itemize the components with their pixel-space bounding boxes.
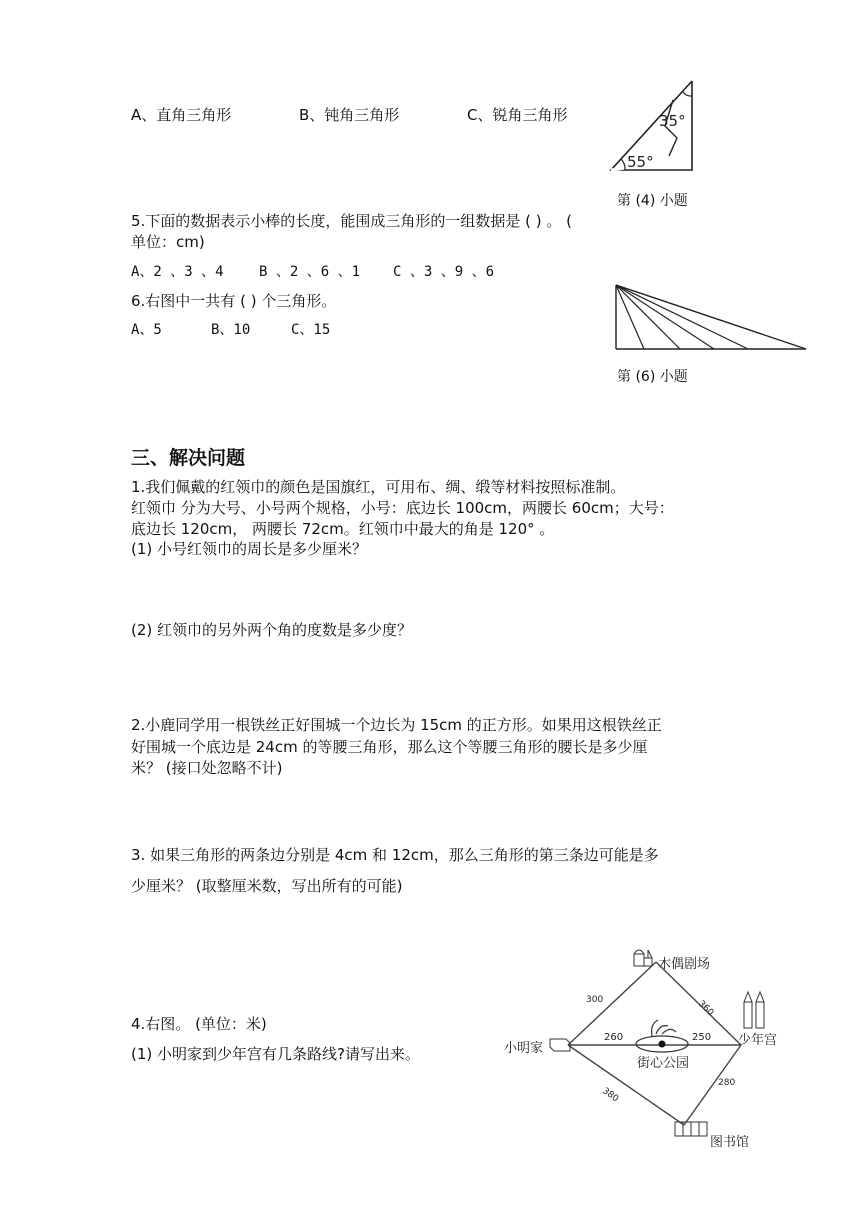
p4-line1: 4.右图。 (单位：米) [131,1015,267,1033]
q4-option-a: A、直角三角形 [131,106,232,124]
q5-option-a: A、2 、3 、4 [131,264,224,280]
q5-question-line2: 单位：cm) [131,233,205,251]
q4-option-c: C、锐角三角形 [467,106,568,124]
q6-option-c: C、15 [291,322,331,338]
map-place-theater: 木偶剧场 [658,957,711,972]
library-building-icon [675,1122,707,1136]
q5-option-b: B 、2 、6 、1 [259,264,361,280]
distance-home-theater: 300 [586,995,604,1005]
palace-building-icon [744,992,764,1028]
map-place-park: 街心公园 [637,1056,690,1071]
p3-line1: 3. 如果三角形的两条边分别是 4cm 和 12cm，那么三角形的第三条边可能是多 [131,846,659,864]
q5-question-line1: 5.下面的数据表示小棒的长度，能围成三角形的一组数据是 ( ) 。 ( [131,212,572,230]
distance-home-park: 260 [604,1032,624,1043]
section-heading: 三、解决问题 [131,447,246,469]
p4-map-figure [500,942,800,1172]
q6-triangle-fan-figure [614,283,814,353]
home-building-icon [550,1039,570,1051]
q5-option-c: C 、3 、9 、6 [393,264,495,280]
map-place-library: 图书馆 [710,1135,750,1150]
p2-line1: 2.小鹿同学用一根铁丝正好围城一个边长为 15cm 的正方形。如果用这根铁丝正 [131,716,662,734]
distance-theater-palace: 360 [695,998,716,1019]
q4-option-b: B、钝角三角形 [299,106,400,124]
q6-caption: 第 (6) 小题 [617,369,688,385]
q4-angle-bottom-label: 55° [627,153,654,171]
distance-park-palace: 250 [692,1032,712,1043]
q6-question: 6.右图中一共有 ( ) 个三角形。 [131,292,337,310]
q4-angle-top-label: 35° [659,112,686,130]
distance-palace-library: 280 [718,1078,736,1088]
p1-sub1: (1) 小号红领巾的周长是多少厘米？ [131,540,368,558]
distance-home-library: 380 [600,1086,621,1105]
map-place-palace: 少年宫 [738,1033,778,1048]
p3-line2: 少厘米？ (取整厘米数，写出所有的可能) [131,877,403,895]
theater-building-icon [634,950,652,966]
p1-sub2: (2) 红领巾的另外两个角的度数是多少度？ [131,621,413,639]
p4-sub1: (1) 小明家到少年宫有几条路线?请写出来。 [131,1045,420,1063]
q6-option-a: A、5 [131,322,162,338]
p2-line3: 米？ (接口处忽略不计) [131,759,283,777]
q4-angle-arc-top [683,92,692,96]
p1-line1: 1.我们佩戴的红领巾的颜色是国旗红，可用布、绸、缎等材料按照标准制。 [131,478,626,496]
map-place-home: 小明家 [504,1041,544,1056]
park-tree-icon [652,1020,676,1036]
q6-option-b: B、10 [211,322,251,338]
park-center-dot [659,1041,666,1048]
p1-line3: 底边长 120cm， 两腰长 72cm。红领巾中最大的角是 120° 。 [131,520,555,538]
q4-caption: 第 (4) 小题 [617,193,688,209]
p2-line2: 好围城一个底边是 24cm 的等腰三角形，那么这个等腰三角形的腰长是多少厘 [131,738,648,756]
p1-line2: 红领巾 分为大号、小号两个规格，小号：底边长 100cm，两腰长 60cm；大号： [131,499,674,517]
q4-triangle-figure [607,78,697,173]
